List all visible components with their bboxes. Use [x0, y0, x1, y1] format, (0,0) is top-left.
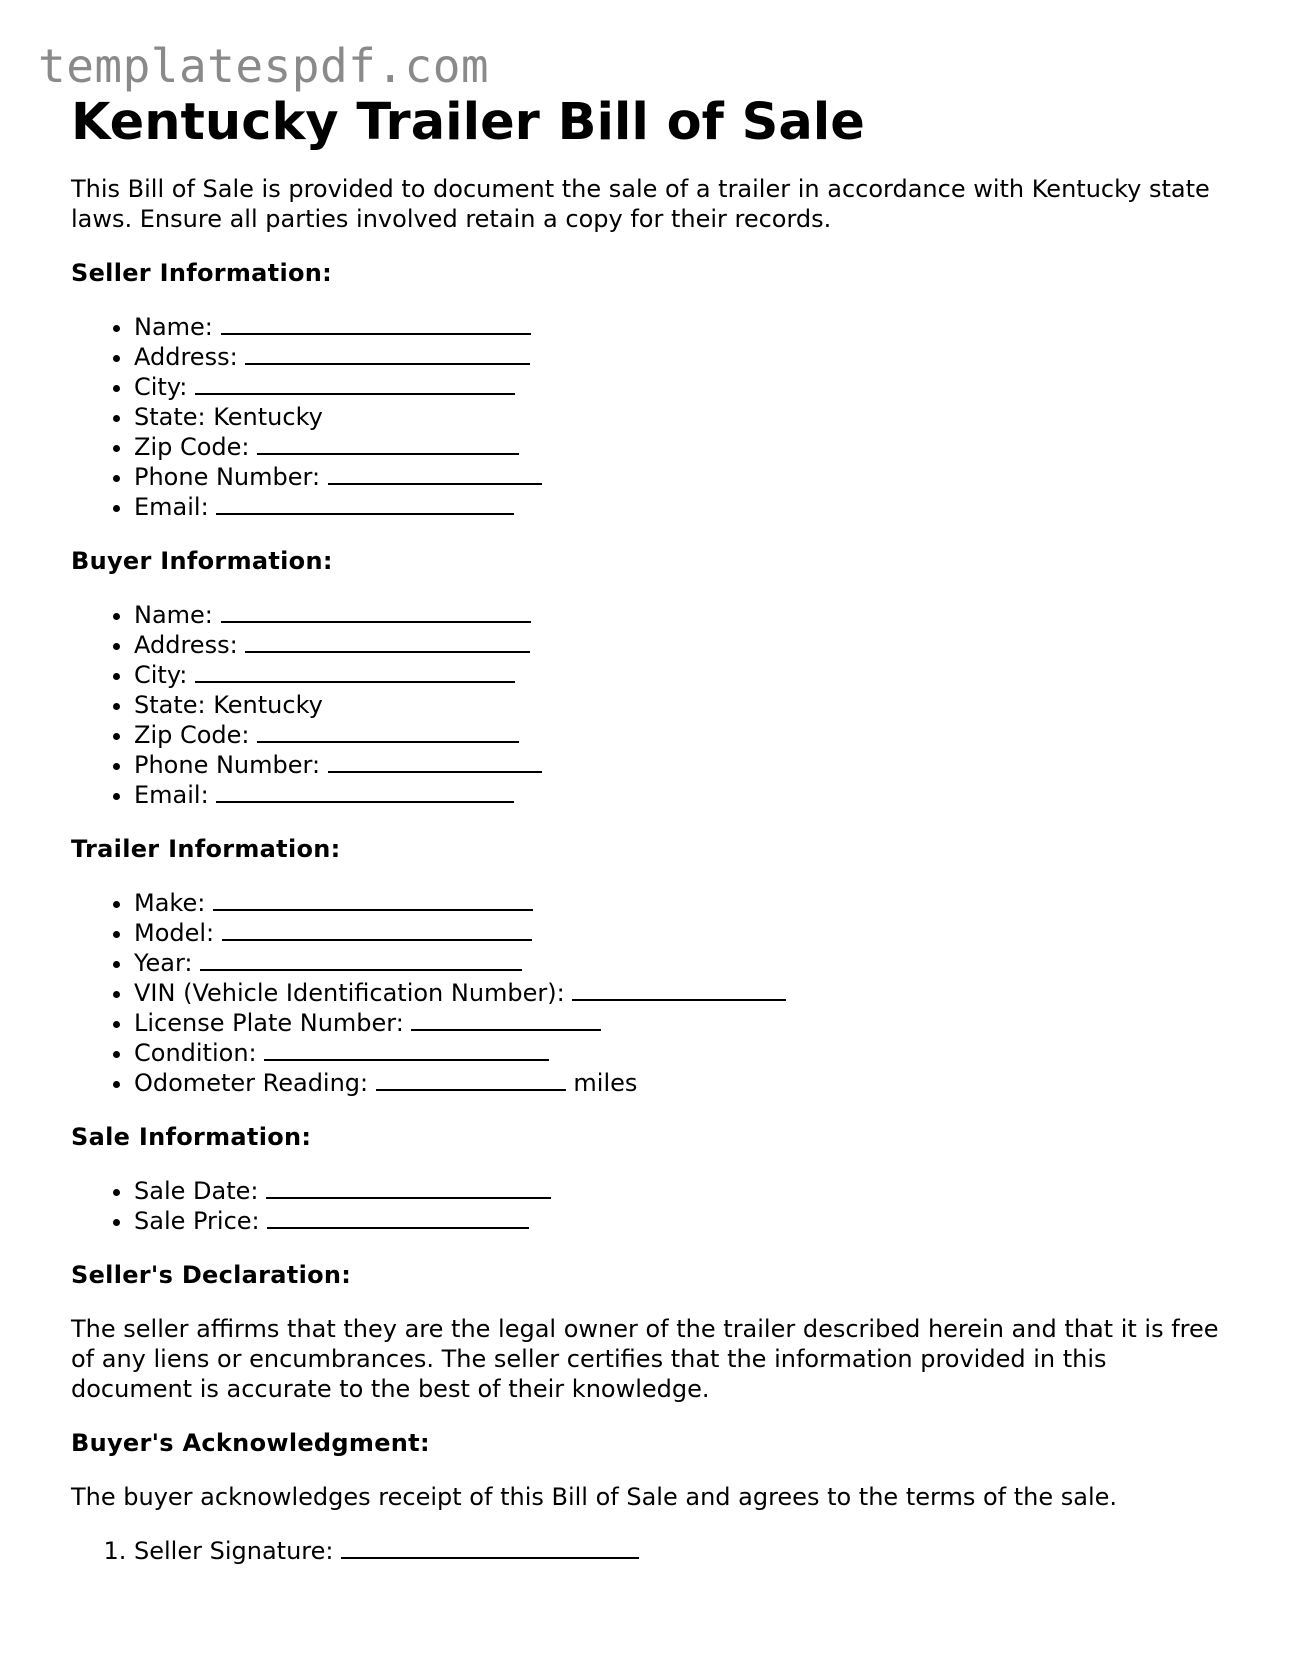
seller-declaration-text: The seller affirms that they are the legal owner of the trailer described herein and that it is free of any liens or encumbrances. The seller certifies that the information provided in this document is accurate to the best of their knowledge. [71, 1315, 1219, 1403]
document-page [71, 88, 1231, 1566]
trailer-condition-field[interactable] [264, 1038, 549, 1061]
seller-state-item [134, 402, 1231, 432]
trailer-info-heading: Trailer Information: [71, 835, 341, 863]
buyer-phone-item [134, 750, 1231, 780]
intro-paragraph: This Bill of Sale is provided to document the sale of a trailer in accordance with Kentucky state laws. Ensure all parties involved retain a copy for their records. [71, 175, 1210, 233]
trailer-odometer-field[interactable] [376, 1068, 566, 1091]
trailer-condition-item [134, 1038, 1231, 1068]
page-title: Kentucky Trailer Bill of Sale [71, 93, 865, 152]
seller-email-item [134, 492, 1231, 522]
seller-phone-item [134, 462, 1231, 492]
seller-name-item [134, 312, 1231, 342]
signature-list [71, 1536, 1231, 1566]
seller-name-field[interactable] [221, 312, 531, 335]
buyer-address-field[interactable] [245, 630, 530, 653]
trailer-make-item [134, 888, 1231, 918]
seller-phone-field[interactable] [328, 462, 542, 485]
buyer-city-item [134, 660, 1231, 690]
trailer-vin-item [134, 978, 1231, 1008]
seller-zip-label: Zip Code: [134, 433, 250, 461]
sale-price-field[interactable] [267, 1206, 529, 1229]
trailer-model-field[interactable] [222, 918, 532, 941]
seller-city-field[interactable] [195, 372, 515, 395]
sale-info-list [71, 1176, 1231, 1236]
sale-price-label: Sale Price: [134, 1207, 260, 1235]
seller-city-item [134, 372, 1231, 402]
buyer-city-label: City: [134, 661, 188, 689]
sale-date-field[interactable] [266, 1176, 551, 1199]
sale-price-item [134, 1206, 1231, 1236]
trailer-condition-label: Condition: [134, 1039, 257, 1067]
buyer-name-item [134, 600, 1231, 630]
buyer-name-field[interactable] [221, 600, 531, 623]
trailer-plate-field[interactable] [411, 1008, 601, 1031]
trailer-make-label: Make: [134, 889, 206, 917]
seller-address-item [134, 342, 1231, 372]
seller-signature-label: Seller Signature: [134, 1537, 334, 1565]
buyer-state-label: State: Kentucky [134, 691, 323, 719]
trailer-vin-label: VIN (Vehicle Identification Number): [134, 979, 565, 1007]
seller-signature-item [134, 1536, 1231, 1566]
seller-address-field[interactable] [245, 342, 530, 365]
trailer-year-field[interactable] [200, 948, 522, 971]
buyer-acknowledgment-text: The buyer acknowledges receipt of this Bill of Sale and agrees to the terms of the sale. [71, 1483, 1118, 1511]
seller-signature-field[interactable] [341, 1536, 639, 1559]
buyer-email-label: Email: [134, 781, 209, 809]
buyer-city-field[interactable] [195, 660, 515, 683]
seller-address-label: Address: [134, 343, 238, 371]
seller-zip-item [134, 432, 1231, 462]
trailer-odometer-unit: miles [573, 1069, 638, 1097]
buyer-zip-label: Zip Code: [134, 721, 250, 749]
buyer-email-item [134, 780, 1231, 810]
trailer-plate-item [134, 1008, 1231, 1038]
sale-date-item [134, 1176, 1231, 1206]
watermark: templatespdf.com [38, 39, 490, 93]
seller-email-field[interactable] [216, 492, 514, 515]
trailer-year-item [134, 948, 1231, 978]
seller-phone-label: Phone Number: [134, 463, 321, 491]
buyer-phone-field[interactable] [328, 750, 542, 773]
seller-info-heading: Seller Information: [71, 259, 333, 287]
seller-email-label: Email: [134, 493, 209, 521]
buyer-zip-field[interactable] [257, 720, 519, 743]
sale-info-heading: Sale Information: [71, 1123, 312, 1151]
sale-date-label: Sale Date: [134, 1177, 259, 1205]
buyer-address-label: Address: [134, 631, 238, 659]
buyer-name-label: Name: [134, 601, 213, 629]
trailer-vin-field[interactable] [572, 978, 786, 1001]
buyer-phone-label: Phone Number: [134, 751, 321, 779]
trailer-odometer-item [134, 1068, 1231, 1098]
trailer-make-field[interactable] [213, 888, 533, 911]
buyer-state-item [134, 690, 1231, 720]
buyer-info-list [71, 600, 1231, 810]
seller-name-label: Name: [134, 313, 213, 341]
seller-declaration-heading: Seller's Declaration: [71, 1261, 352, 1289]
trailer-model-label: Model: [134, 919, 215, 947]
seller-zip-field[interactable] [257, 432, 519, 455]
trailer-year-label: Year: [134, 949, 193, 977]
buyer-zip-item [134, 720, 1231, 750]
seller-city-label: City: [134, 373, 188, 401]
buyer-address-item [134, 630, 1231, 660]
buyer-info-heading: Buyer Information: [71, 547, 333, 575]
trailer-odometer-label: Odometer Reading: [134, 1069, 369, 1097]
trailer-info-list [71, 888, 1231, 1098]
buyer-acknowledgment-heading: Buyer's Acknowledgment: [71, 1429, 430, 1457]
trailer-model-item [134, 918, 1231, 948]
seller-info-list [71, 312, 1231, 522]
seller-state-label: State: Kentucky [134, 403, 323, 431]
trailer-plate-label: License Plate Number: [134, 1009, 404, 1037]
buyer-email-field[interactable] [216, 780, 514, 803]
